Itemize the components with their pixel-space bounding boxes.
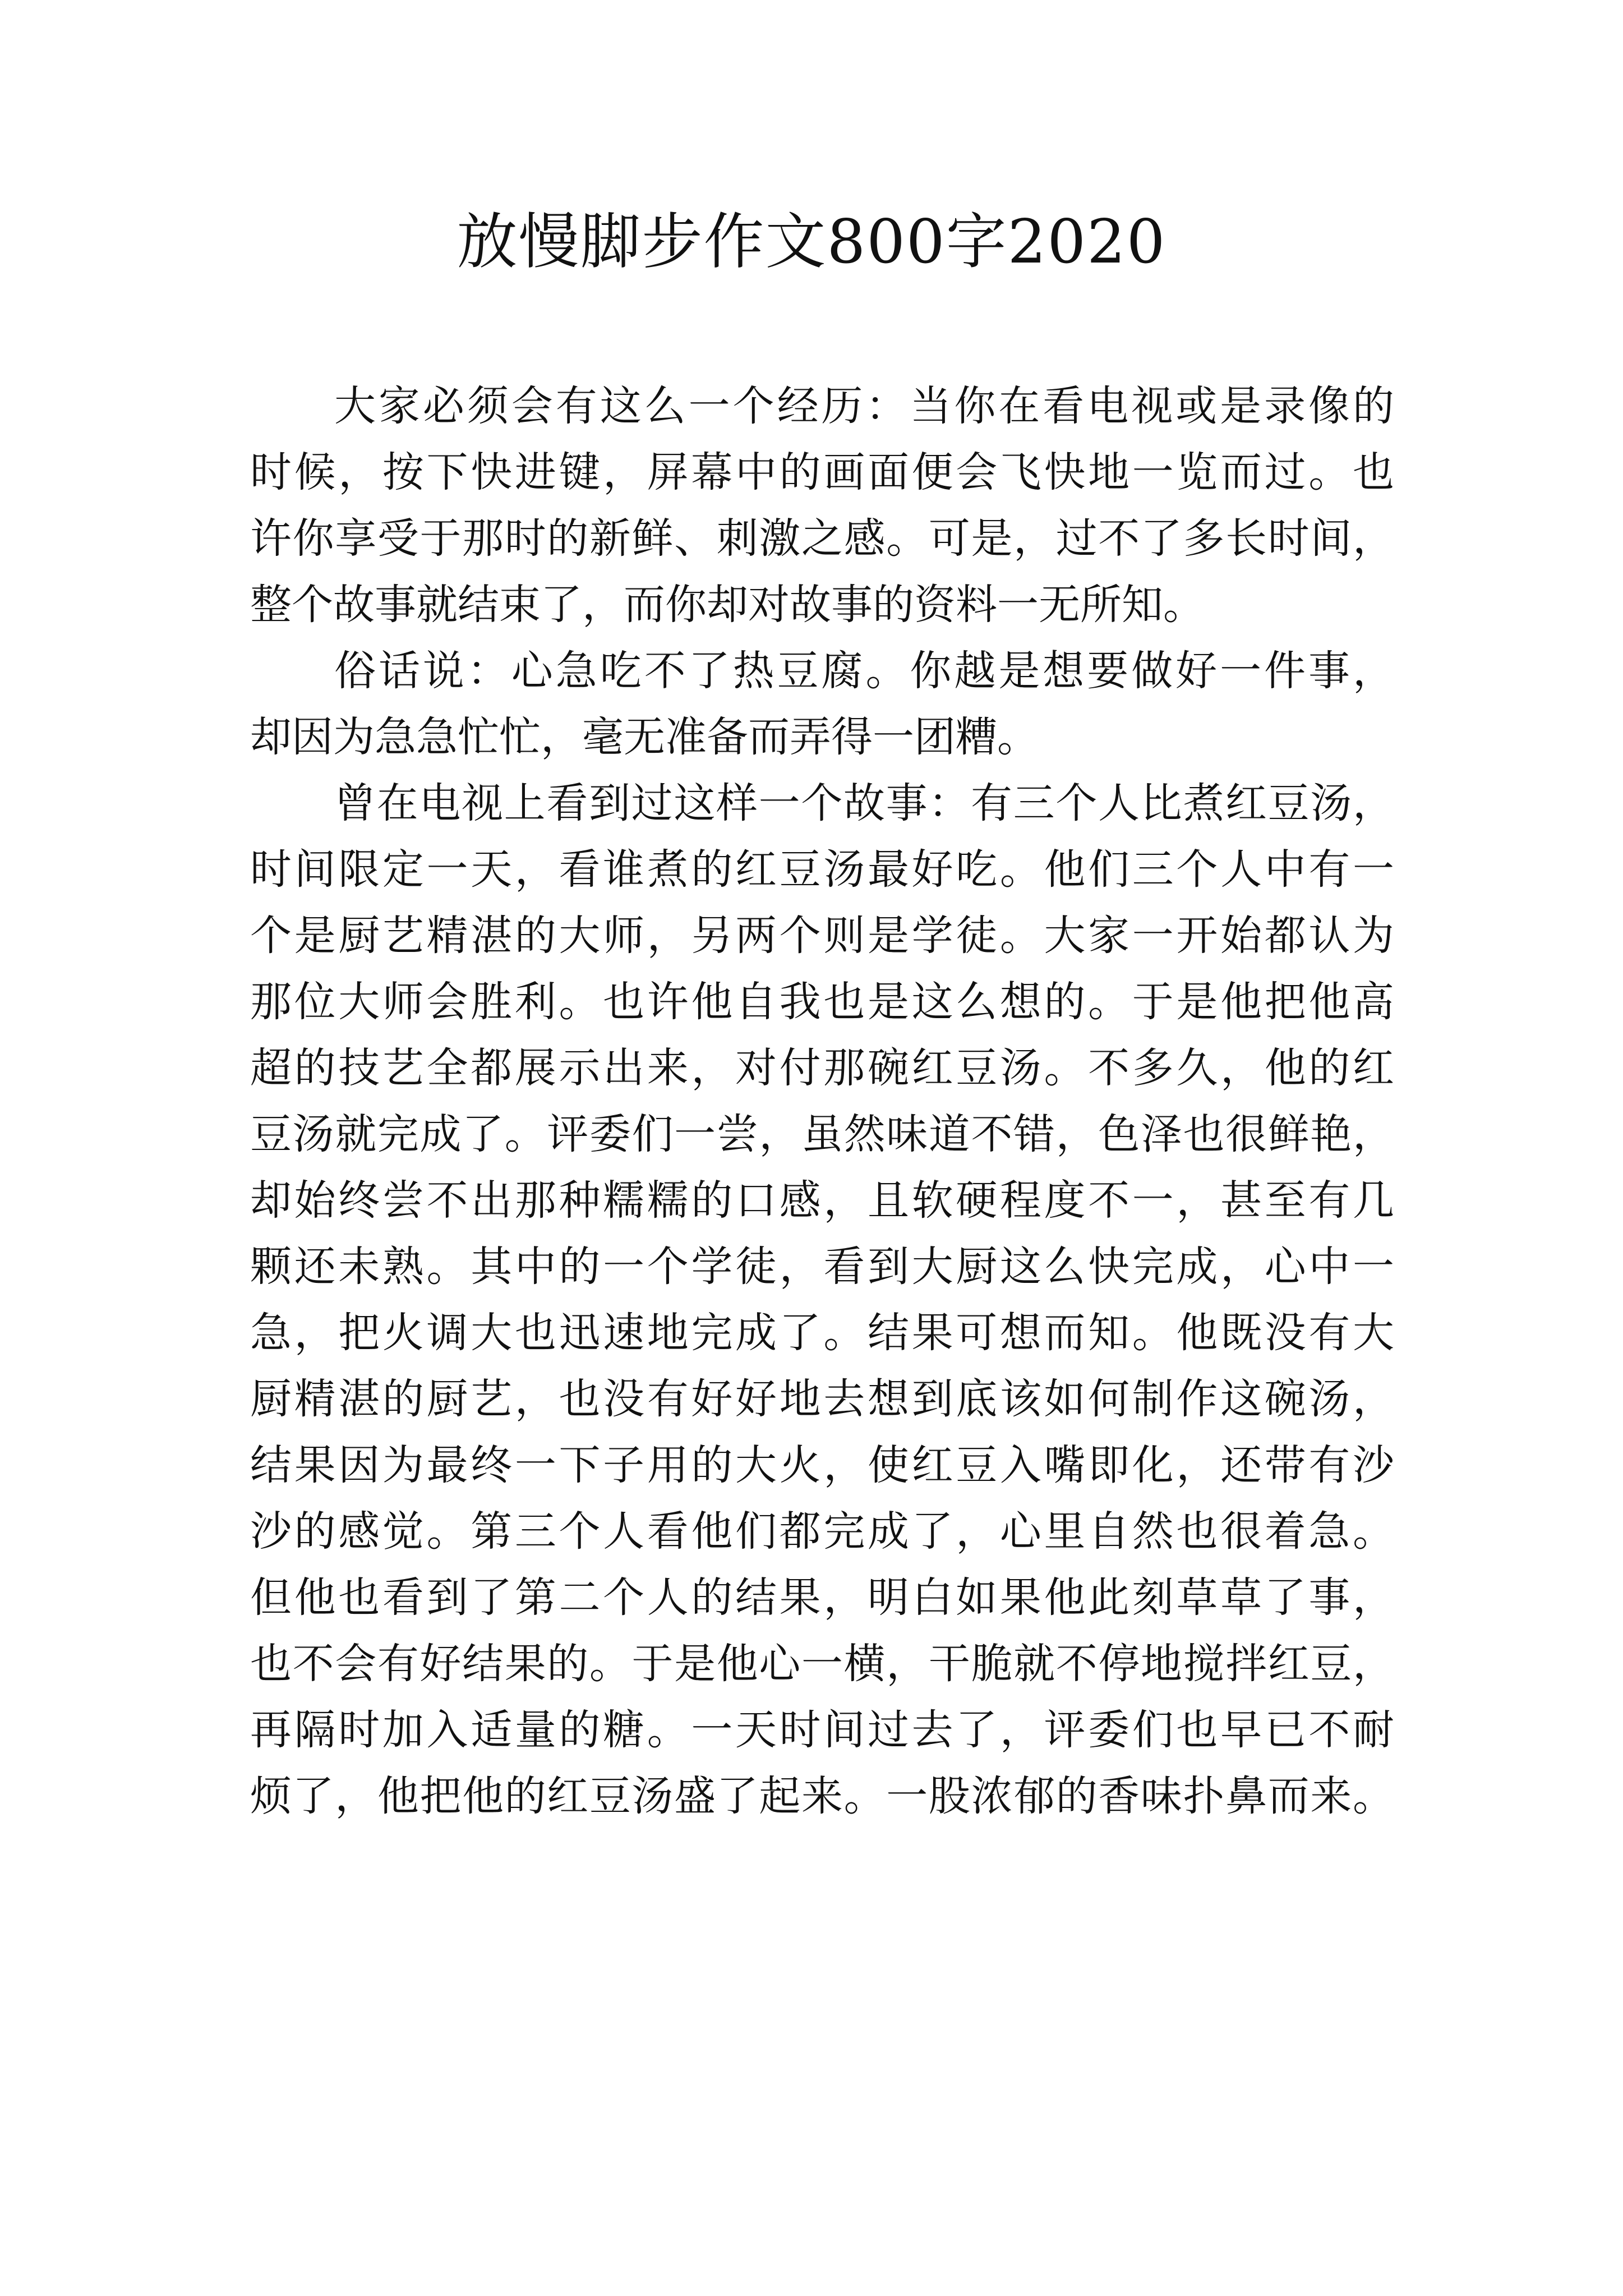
text-line: 却始终尝不出那种糯糯的口感，且软硬程度不一，甚至有几 bbox=[250, 1176, 1394, 1225]
text-line: 时候，按下快进键，屏幕中的画面便会飞快地一览而过。也 bbox=[250, 448, 1394, 496]
text-line: 沙的感觉。第三个人看他们都完成了，心里自然也很着急。 bbox=[250, 1507, 1394, 1556]
text-line: 大家必须会有这么一个经历：当你在看电视或是录像的 bbox=[334, 382, 1394, 430]
text-line: 俗话说：心急吃不了热豆腐。你越是想要做好一件事， bbox=[334, 647, 1394, 695]
essay-body bbox=[250, 373, 1394, 1829]
text-line: 超的技艺全都展示出来，对付那碗红豆汤。不多久，他的红 bbox=[250, 1044, 1394, 1092]
text-line: 急，把火调大也迅速地完成了。结果可想而知。他既没有大 bbox=[250, 1309, 1394, 1357]
text-line: 但他也看到了第二个人的结果，明白如果他此刻草草了事， bbox=[250, 1573, 1394, 1622]
text-line: 个是厨艺精湛的大师，另两个则是学徒。大家一开始都认为 bbox=[250, 912, 1394, 960]
text-line: 许你享受于那时的新鲜、刺激之感。可是，过不了多长时间， bbox=[250, 514, 1394, 563]
text-line: 再隔时加入适量的糖。一天时间过去了，评委们也早已不耐 bbox=[250, 1706, 1394, 1754]
text-line: 厨精湛的厨艺，也没有好好地去想到底该如何制作这碗汤， bbox=[250, 1375, 1394, 1423]
text-line: 却因为急急忙忙，毫无准备而弄得一团糟。 bbox=[250, 713, 1039, 761]
text-line: 烦了，他把他的红豆汤盛了起来。一股浓郁的香味扑鼻而来。 bbox=[250, 1772, 1394, 1820]
page-title: 放慢脚步作文800字2020 bbox=[457, 207, 1166, 277]
text-line: 颗还未熟。其中的一个学徒，看到大厨这么快完成，心中一 bbox=[250, 1243, 1394, 1291]
text-line: 时间限定一天，看谁煮的红豆汤最好吃。他们三个人中有一 bbox=[250, 845, 1394, 894]
text-line: 那位大师会胜利。也许他自我也是这么想的。于是他把他高 bbox=[250, 978, 1394, 1026]
text-line: 也不会有好结果的。于是他心一横，干脆就不停地搅拌红豆， bbox=[250, 1640, 1394, 1688]
text-line: 整个故事就结束了，而你却对故事的资料一无所知。 bbox=[250, 581, 1205, 629]
text-line: 曾在电视上看到过这样一个故事：有三个人比煮红豆汤， bbox=[334, 779, 1394, 827]
text-line: 结果因为最终一下子用的大火，使红豆入嘴即化，还带有沙 bbox=[250, 1441, 1394, 1489]
text-line: 豆汤就完成了。评委们一尝，虽然味道不错，色泽也很鲜艳， bbox=[250, 1110, 1394, 1158]
